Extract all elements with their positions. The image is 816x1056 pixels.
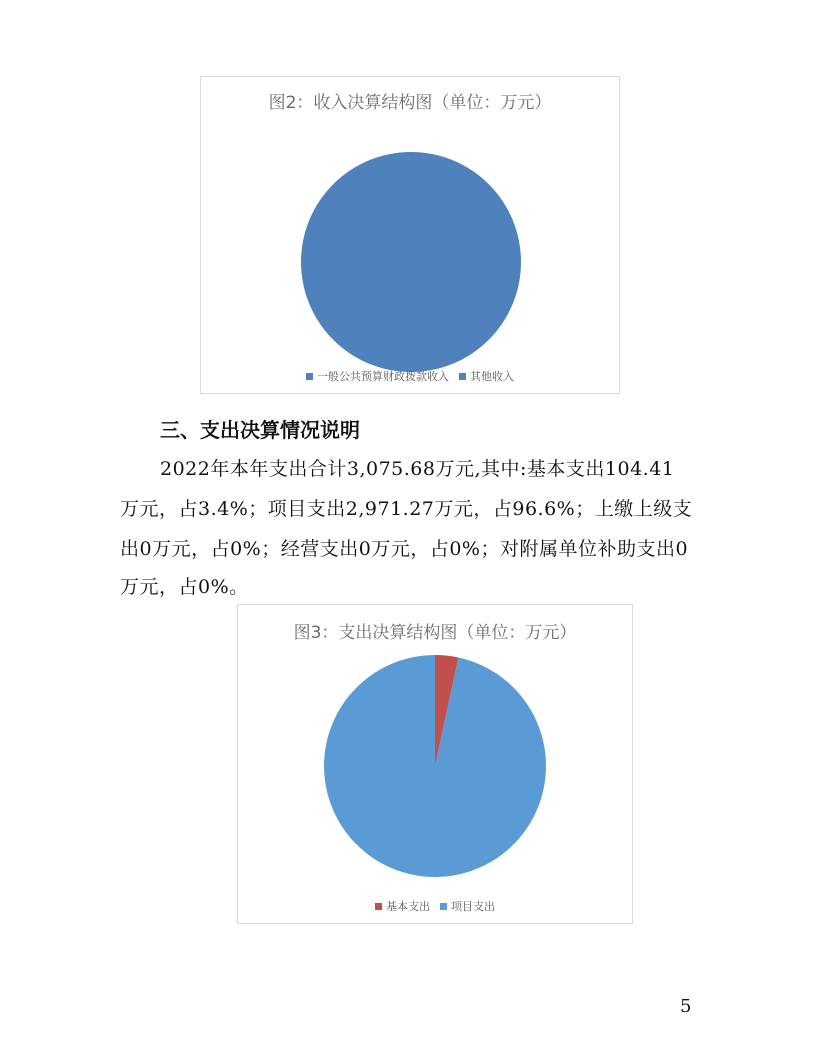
expenditure-structure-chart bbox=[237, 604, 633, 924]
paragraph-line: 2022年本年支出合计3,075.68万元,其中:基本支出104.41 bbox=[160, 458, 675, 480]
paragraph-line: 万元，占0%。 bbox=[120, 576, 249, 598]
legend-label: 一般公共预算财政拨款收入 bbox=[317, 370, 449, 383]
expenditure-pie bbox=[238, 605, 634, 925]
pie-slice-general-budget bbox=[301, 152, 521, 372]
chart-title: 图3：支出决算结构图（单位：万元） bbox=[293, 623, 577, 643]
legend-item-project-expenditure bbox=[440, 898, 495, 914]
page-number: 5 bbox=[680, 996, 692, 1017]
paragraph-line: 出0万元，占0%；经营支出0万元，占0%；对附属单位补助支出0 bbox=[120, 538, 689, 560]
legend-item-other-income bbox=[459, 368, 514, 384]
legend-swatch bbox=[375, 903, 382, 910]
paragraph-line: 万元，占3.4%；项目支出2,971.27万元，占96.6%；上缴上级支 bbox=[120, 498, 693, 520]
section-heading: 三、支出决算情况说明 bbox=[160, 418, 360, 442]
legend-label: 其他收入 bbox=[470, 370, 514, 383]
chart-title: 图2：收入决算结构图（单位：万元） bbox=[268, 93, 552, 113]
legend-swatch bbox=[459, 373, 466, 380]
pie-slice-project-expenditure bbox=[324, 655, 546, 877]
legend-label: 项目支出 bbox=[451, 900, 495, 913]
income-pie bbox=[201, 77, 621, 395]
legend-item-basic-expenditure bbox=[375, 898, 430, 914]
legend-swatch bbox=[440, 903, 447, 910]
legend-item-general-budget bbox=[306, 368, 449, 384]
chart-legend bbox=[201, 368, 619, 384]
income-structure-chart bbox=[200, 76, 620, 394]
legend-swatch bbox=[306, 373, 313, 380]
chart-legend bbox=[238, 898, 632, 914]
legend-label: 基本支出 bbox=[386, 900, 430, 913]
